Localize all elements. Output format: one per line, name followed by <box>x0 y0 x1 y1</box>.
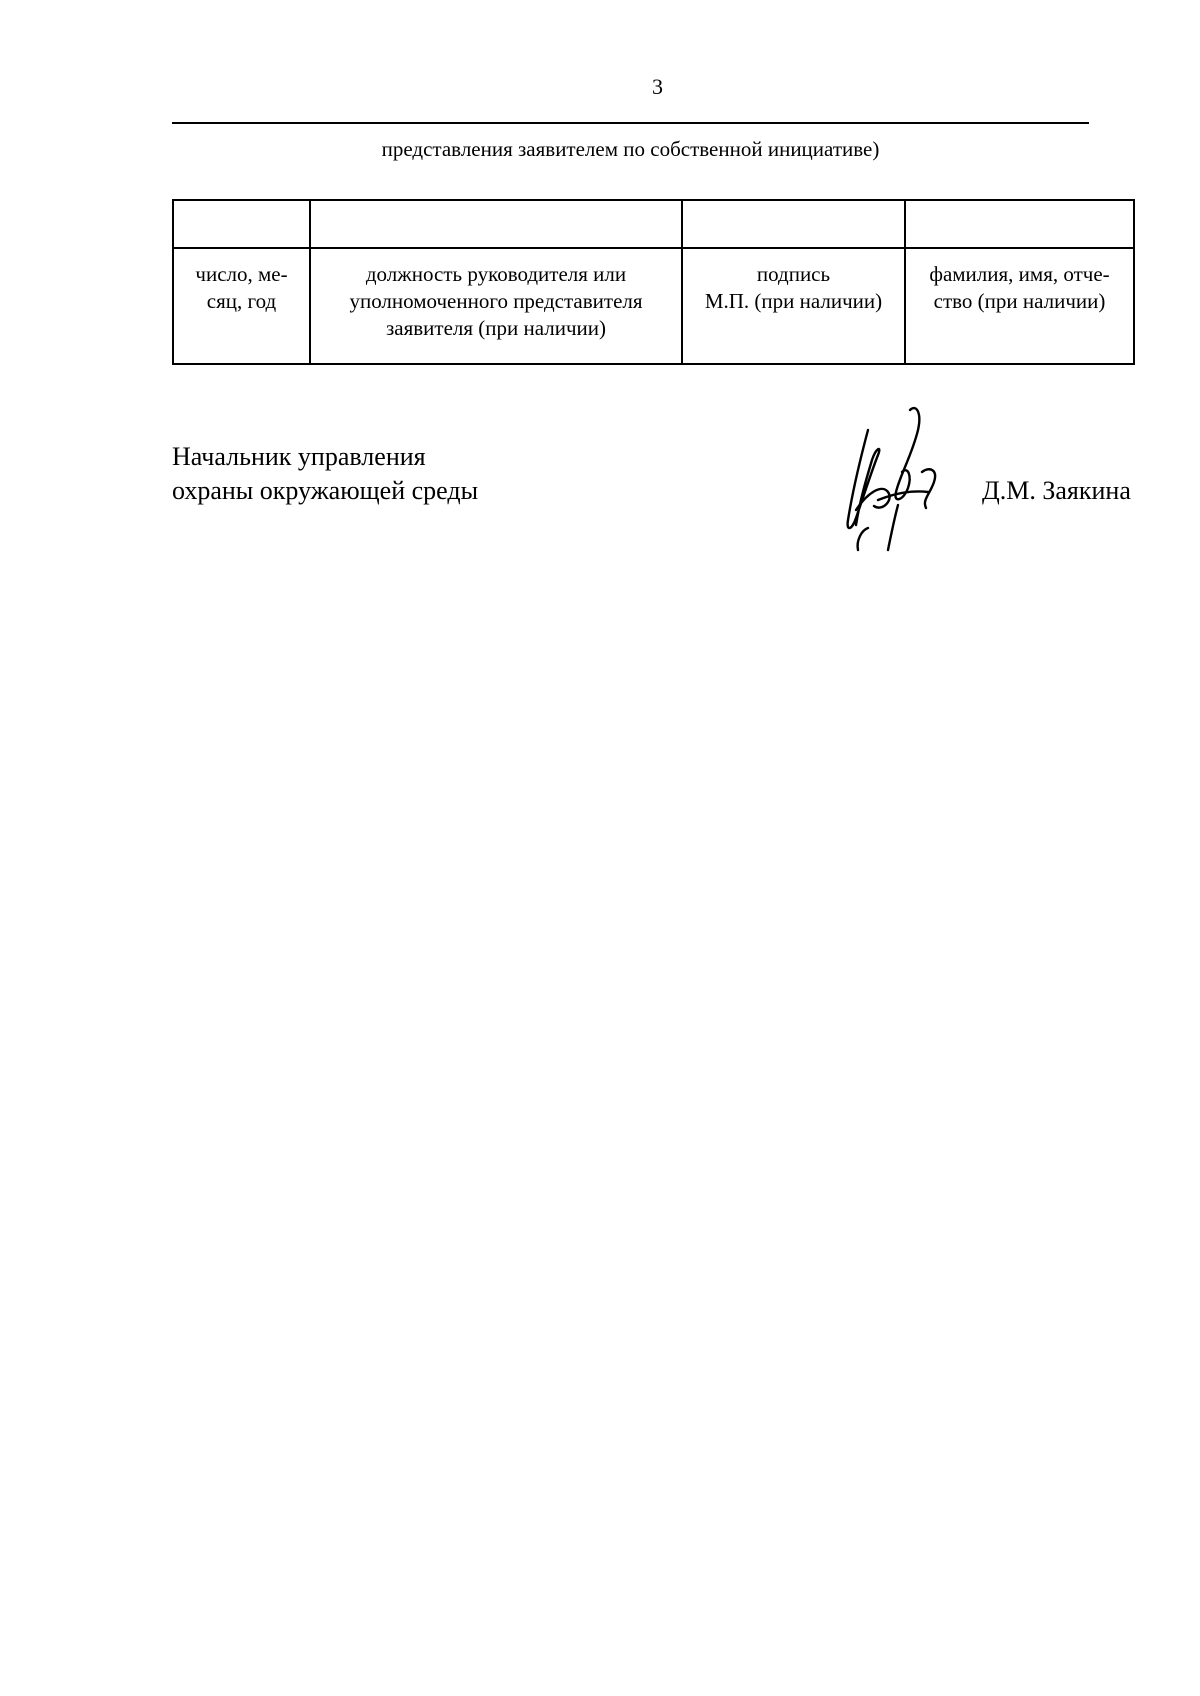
table-cell-name-blank <box>905 200 1134 248</box>
table-cell-name-label <box>905 248 1134 364</box>
name-label: фамилия, имя, отче- ство (при наличии) <box>929 262 1110 313</box>
table-cell-position-blank <box>310 200 682 248</box>
signature-table <box>172 199 1135 365</box>
continuation-text: представления заявителем по собственной инициативе) <box>381 137 880 161</box>
table-cell-signature-label <box>682 248 905 364</box>
handwritten-signature <box>838 400 958 560</box>
table-cell-date-label <box>173 248 310 364</box>
table-cell-signature-blank <box>682 200 905 248</box>
signatory-position-line2: охраны окружающей среды <box>172 476 479 505</box>
header-rule <box>172 122 1089 124</box>
table-row-blank <box>173 200 1134 248</box>
signatory-position-line1: Начальник управления <box>172 442 426 471</box>
signer-name: Д.М. Заякина <box>982 476 1131 505</box>
table-cell-date-blank <box>173 200 310 248</box>
table-row-labels <box>173 248 1134 364</box>
table-cell-position-label <box>310 248 682 364</box>
signature-label: подпись М.П. (при наличии) <box>704 262 883 313</box>
signatory-position <box>172 440 478 508</box>
page-number: 3 <box>652 74 663 99</box>
position-label: должность руководителя или уполномоченного представителя заявителя (при наличии) <box>349 262 643 340</box>
date-label: число, ме- сяц, год <box>195 262 288 313</box>
